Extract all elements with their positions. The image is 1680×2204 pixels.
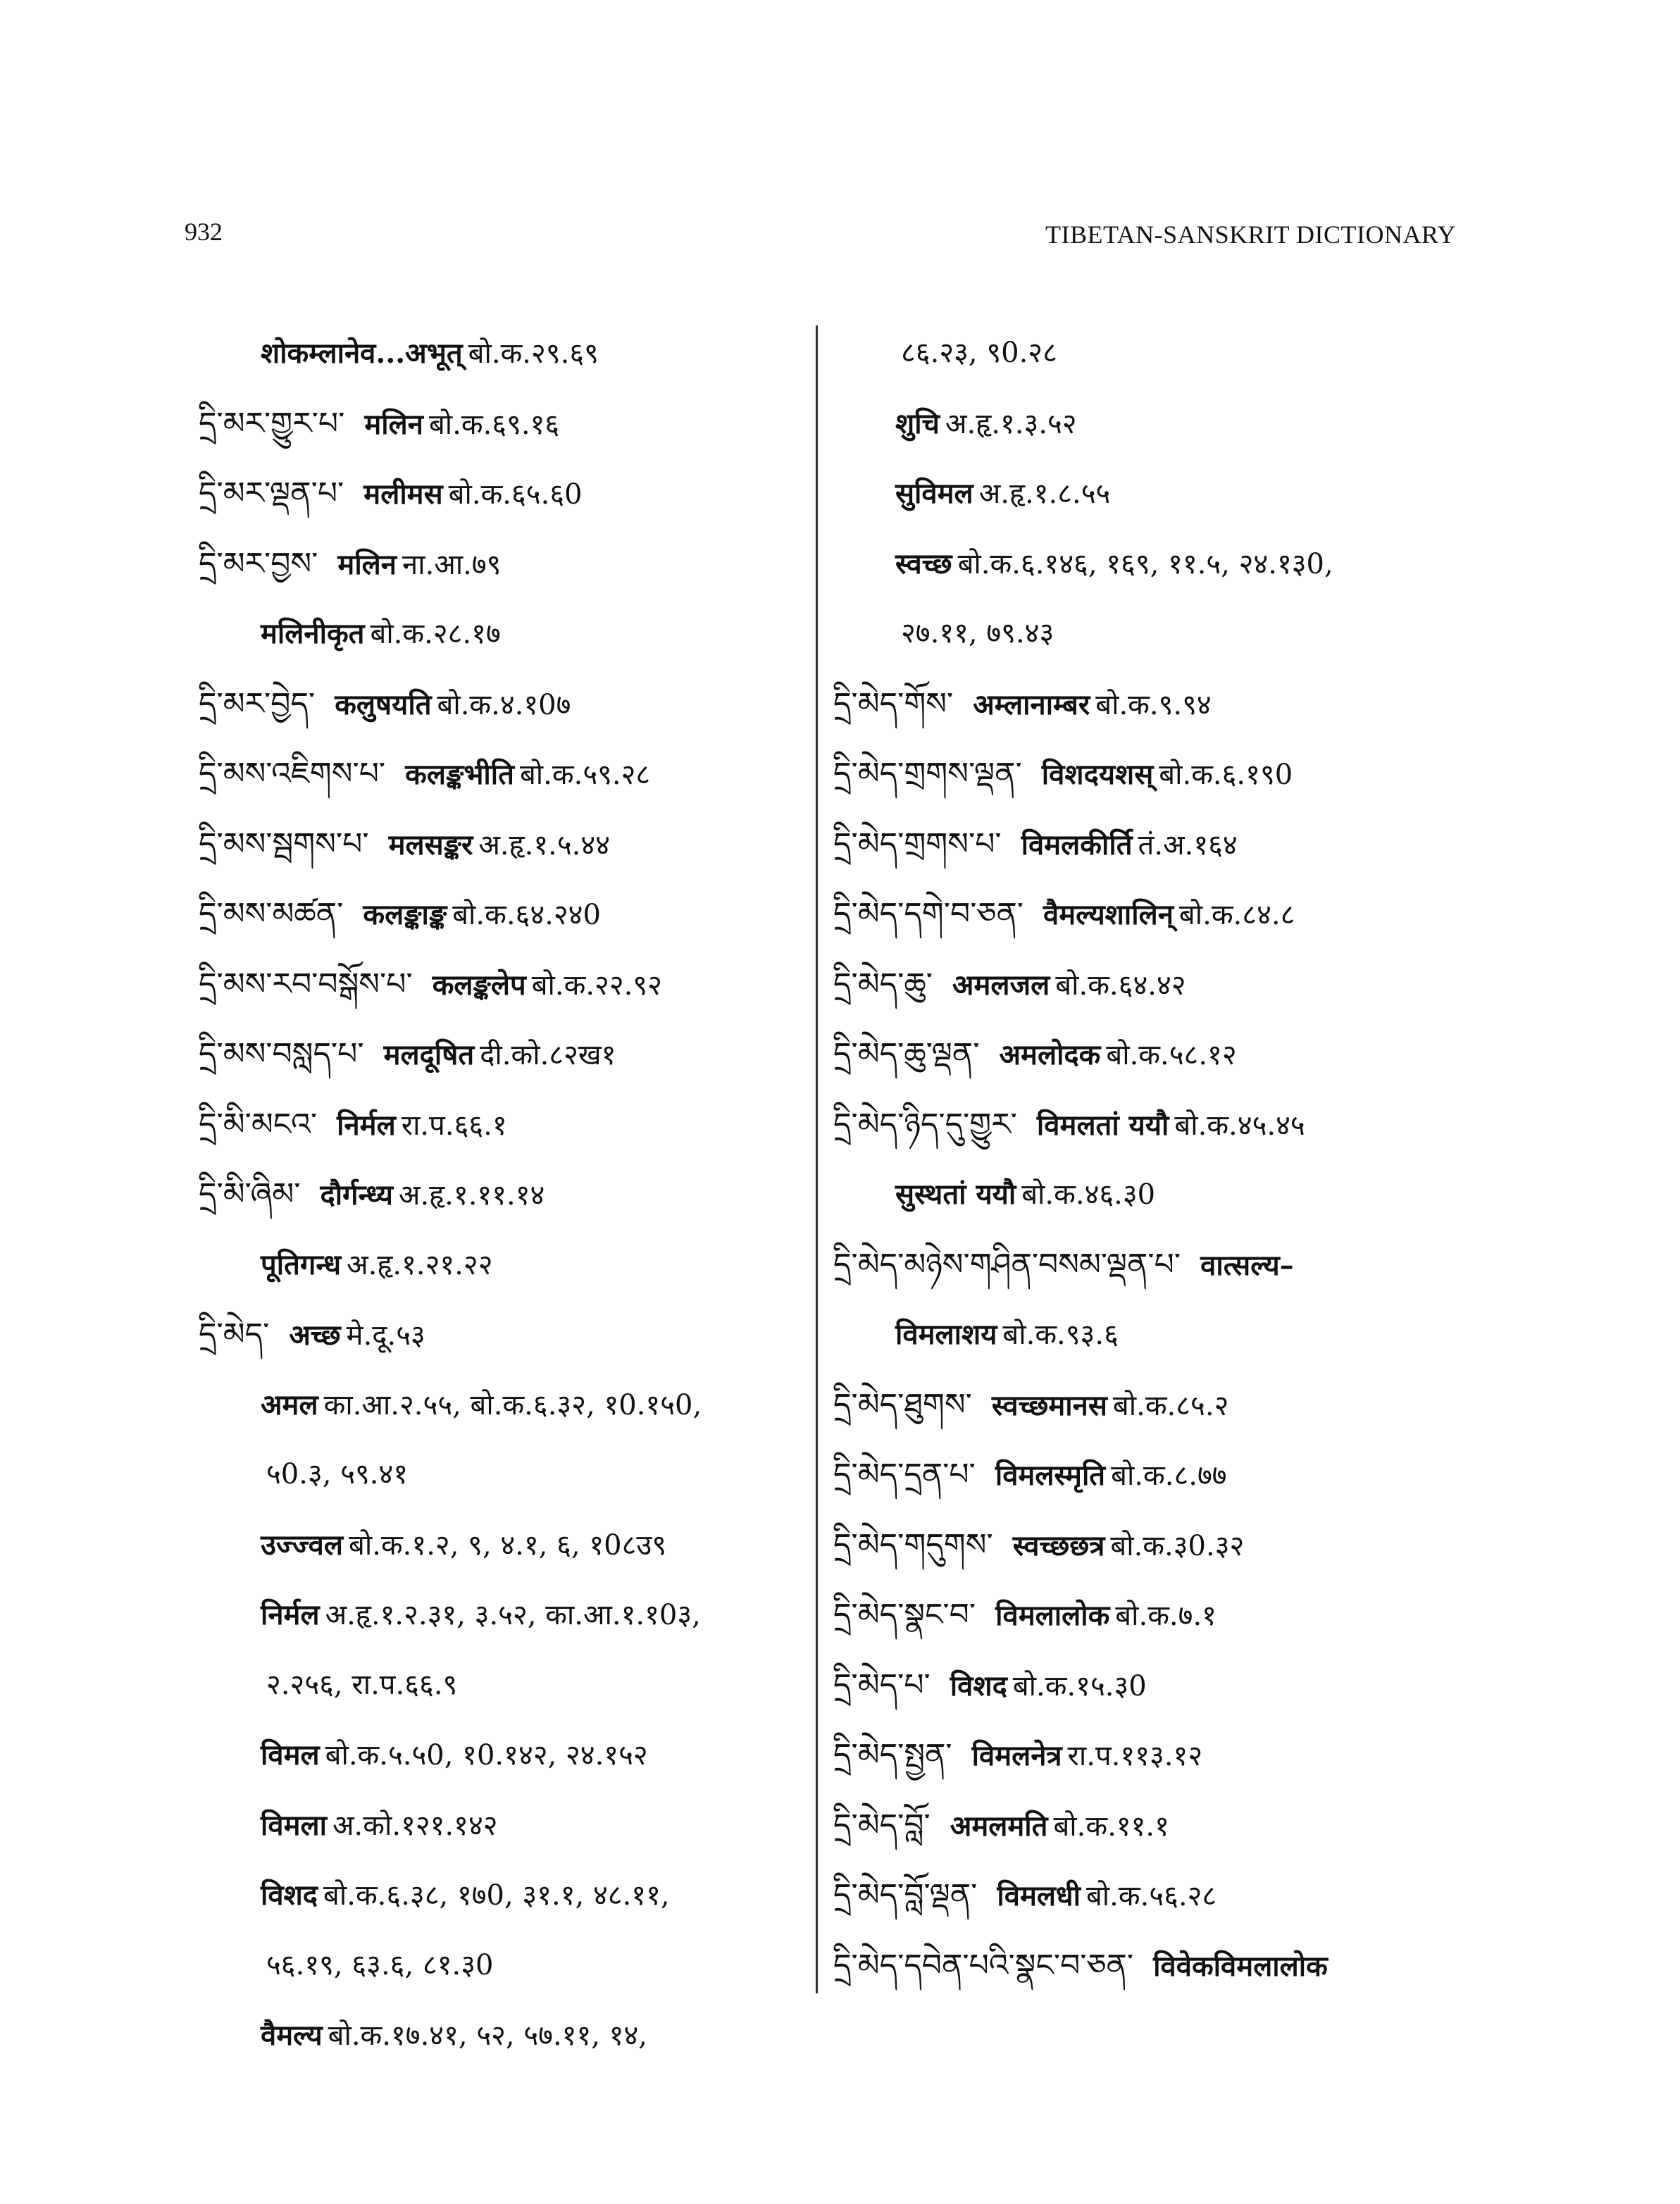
sanskrit-equivalent: अमलजल: [952, 968, 1050, 1002]
source-reference: बो.क.५८.१२: [1106, 1039, 1237, 1071]
dictionary-entry-line: [833, 1650, 1467, 1721]
sanskrit-equivalent: विशद: [261, 1879, 318, 1912]
source-reference: का.आ.२.५५, बो.क.६.३२, १0.१५0,: [323, 1388, 702, 1421]
source-reference: बो.क.११.१: [1053, 1810, 1169, 1843]
source-reference: रा.प.११३.१२: [1067, 1740, 1203, 1772]
dictionary-entry-line: [833, 459, 1467, 529]
source-reference: बो.क.६.१४६, १६९, ११.५, २४.१३0,: [957, 547, 1333, 580]
sanskrit-equivalent: स्वच्छ: [895, 547, 952, 580]
dictionary-entry-line: [833, 669, 1467, 740]
sanskrit-equivalent: विमलनेत्र: [971, 1739, 1062, 1772]
tibetan-headword: དྲི་མེད་པ་: [833, 1667, 931, 1703]
dictionary-entry-line: [199, 1580, 797, 1650]
sanskrit-equivalent: अच्छ: [289, 1319, 341, 1352]
dictionary-entry-line: [833, 1230, 1467, 1300]
sanskrit-equivalent: विशदयशस्: [1041, 758, 1154, 791]
tibetan-headword: དྲི་མེད་: [199, 1316, 270, 1352]
dictionary-entry-line: [199, 950, 797, 1020]
sanskrit-equivalent: कलङ्कभीति: [405, 758, 514, 791]
source-reference: दी.को.८२ख१: [480, 1039, 616, 1071]
source-reference: ना.आ.७९: [402, 548, 502, 581]
dictionary-entry-line: [833, 739, 1467, 809]
source-reference: बो.क.४५.४५: [1174, 1109, 1305, 1142]
sanskrit-equivalent: विवेकविमलालोक: [1153, 1949, 1328, 1983]
sanskrit-equivalent: मलदूषित: [383, 1038, 475, 1071]
sanskrit-equivalent: विमलकीर्ति: [1021, 828, 1133, 861]
source-reference: ५६.१९, ६३.६, ८१.३0: [266, 1948, 494, 1981]
tibetan-headword: དྲི་མེད་གདུགས་: [833, 1526, 993, 1563]
source-reference: बो.क.२९.६९: [468, 337, 599, 370]
source-reference: बो.क.७.१: [1115, 1600, 1217, 1632]
source-reference: ५0.३, ५९.४१: [266, 1458, 409, 1490]
source-reference: रा.प.६६.१: [401, 1109, 507, 1142]
sanskrit-equivalent: अमलमति: [950, 1809, 1048, 1843]
sanskrit-equivalent: विमलस्मृति: [995, 1459, 1106, 1492]
source-reference: अ.हृ.१.११.१४: [398, 1179, 545, 1212]
source-reference: बो.क.१५.३0: [1012, 1669, 1147, 1702]
dictionary-entry-line: [833, 1931, 1467, 2001]
sanskrit-equivalent: शुचि: [895, 406, 940, 440]
tibetan-headword: དྲི་མེད་སྣང་བ་: [833, 1597, 976, 1633]
dictionary-entry-line: [833, 809, 1467, 880]
dictionary-entry-line: [199, 318, 797, 389]
dictionary-entry-line: [833, 1090, 1467, 1160]
source-reference: बो.क.६.३८, १७0, ३१.१, ४८.११,: [323, 1879, 670, 1912]
source-reference: बो.क.२२.९२: [531, 969, 662, 1002]
sanskrit-equivalent: मलिन: [364, 407, 423, 441]
source-reference: बो.क.५.५0, १0.१४२, २४.१५२: [325, 1739, 648, 1772]
dictionary-entry-line: [199, 1931, 797, 2001]
sanskrit-equivalent: विमलतां ययौ: [1036, 1108, 1169, 1142]
source-reference: अ.हृ.१.२.३१, ३.५२, का.आ.१.१0३,: [325, 1599, 701, 1631]
sanskrit-equivalent: कलुषयति: [335, 687, 432, 721]
dictionary-entry-line: [199, 1440, 797, 1510]
dictionary-entry-line: [199, 879, 797, 950]
dictionary-entry-line: [833, 1580, 1467, 1650]
dictionary-entry-line: [199, 1159, 797, 1230]
source-reference: बो.क.४६.३0: [1021, 1178, 1156, 1211]
dictionary-entry-line: [833, 389, 1467, 459]
page-number: 932: [185, 218, 223, 246]
tibetan-headword: དྲི་མར་བྱེད་: [199, 685, 316, 722]
dictionary-entry-line: [199, 1230, 797, 1300]
sanskrit-equivalent: मलिन: [337, 547, 397, 581]
sanskrit-equivalent: शोकम्लानेव...अभूत्: [261, 337, 463, 370]
tibetan-headword: དྲི་མར་བྱས་: [199, 545, 318, 582]
tibetan-headword: དྲི་མེད་ཉིད་དུ་གྱུར་: [833, 1106, 1017, 1143]
dictionary-entry-line: [833, 879, 1467, 950]
tibetan-headword: དྲི་མས་འཇིགས་པ་: [199, 756, 386, 792]
dictionary-entry-line: [199, 809, 797, 880]
sanskrit-equivalent: वैमल्यशालिन्: [1043, 898, 1174, 931]
dictionary-entry-line: [199, 599, 797, 669]
tibetan-headword: དྲི་མེད་མཉེས་གཤིན་བསམ་ལྡན་པ་: [833, 1246, 1181, 1283]
sanskrit-equivalent: विशद: [950, 1669, 1007, 1702]
tibetan-headword: དྲི་མས་མཚན་: [199, 896, 344, 932]
dictionary-entry-line: [833, 1510, 1467, 1581]
sanskrit-equivalent: कलङ्कलेप: [432, 968, 526, 1002]
sanskrit-equivalent: अम्लानाम्बर: [973, 687, 1090, 721]
source-reference: बो.क.८५.२: [1112, 1389, 1229, 1422]
dictionary-entry-line: [833, 1370, 1467, 1440]
dictionary-entry-line: [833, 950, 1467, 1020]
source-reference: बो.क.६५.६0: [448, 478, 583, 511]
dictionary-entry-line: [199, 1650, 797, 1721]
dictionary-entry-line: [199, 669, 797, 740]
dictionary-entry-line: [199, 1860, 797, 1931]
dictionary-entry-line: [199, 2000, 797, 2071]
dictionary-entry-line: [833, 1300, 1467, 1370]
dictionary-entry-line: [199, 459, 797, 529]
tibetan-headword: དྲི་མས་བསླད་པ་: [199, 1036, 364, 1072]
dictionary-entry-line: [833, 1440, 1467, 1510]
dictionary-entry-line: [833, 1720, 1467, 1791]
source-reference: बो.क.५९.२८: [519, 759, 651, 791]
tibetan-headword: དྲི་མེད་ཐུགས་: [833, 1386, 972, 1423]
sanskrit-equivalent: विमलधी: [997, 1879, 1081, 1912]
sanskrit-equivalent: निर्मल: [261, 1598, 320, 1631]
dictionary-entry-line: [199, 389, 797, 459]
source-reference: अ.हृ.१.५.४४: [478, 828, 610, 861]
tibetan-headword: དྲི་མས་རབ་བསྒོས་པ་: [199, 966, 413, 1002]
sanskrit-equivalent: सुस्थतां ययौ: [895, 1178, 1016, 1211]
dictionary-entry-line: [199, 1300, 797, 1370]
dictionary-entry-line: [833, 1159, 1467, 1230]
tibetan-headword: དྲི་མེད་བློ་ལྡན་: [833, 1877, 978, 1913]
source-reference: बो.क.६४.४२: [1055, 969, 1186, 1002]
source-reference: अ.हृ.१.२१.२२: [347, 1248, 493, 1281]
source-reference: अ.हृ.१.३.५२: [945, 407, 1077, 440]
sanskrit-equivalent: मलिनीकृत: [261, 617, 365, 650]
tibetan-headword: དྲི་མེད་སྤྱན་: [833, 1737, 952, 1773]
dictionary-entry-line: [199, 1370, 797, 1440]
source-reference: बो.क.२८.१७: [370, 618, 501, 650]
tibetan-headword: དྲི་མེད་དྲན་པ་: [833, 1457, 976, 1493]
dictionary-entry-line: [833, 1019, 1467, 1090]
sanskrit-equivalent: विमलालोक: [995, 1599, 1110, 1632]
dictionary-entry-line: [199, 1019, 797, 1090]
sanskrit-equivalent: कलङ्काङ्क: [363, 898, 447, 931]
source-reference: ८६.२३, ९0.२८: [901, 337, 1057, 369]
tibetan-headword: དྲི་མེད་གྲགས་པ་: [833, 826, 1002, 862]
tibetan-headword: དྲི་མི་ཞིམ་: [199, 1176, 301, 1212]
sanskrit-equivalent: मलसङ्कर: [388, 828, 473, 861]
dictionary-entry-line: [833, 529, 1467, 599]
tibetan-headword: དྲི་མེད་གྲགས་ལྡན་: [833, 756, 1022, 792]
tibetan-headword: དྲི་མེད་དབེན་པའི་སྣང་བ་ཅན་: [833, 1947, 1134, 1984]
dictionary-entry-line: [199, 1720, 797, 1791]
column-divider: [816, 325, 818, 1993]
source-reference: बो.क.१७.४१, ५२, ५७.११, १४,: [328, 2019, 648, 2052]
sanskrit-equivalent: अमल: [261, 1388, 318, 1421]
source-reference: बो.क.८.७७: [1111, 1459, 1227, 1492]
source-reference: अ.हृ.१.८.५५: [978, 478, 1111, 510]
sanskrit-equivalent: स्वच्छमानस: [991, 1388, 1107, 1422]
left-column: [199, 318, 797, 2071]
running-title: TIBETAN-SANSKRIT DICTIONARY: [1045, 220, 1456, 249]
sanskrit-equivalent: वैमल्य: [261, 2019, 323, 2052]
dictionary-entry-line: [199, 1791, 797, 1861]
sanskrit-equivalent: पूतिगन्ध: [261, 1247, 342, 1281]
tibetan-headword: དྲི་མར་གྱུར་པ་: [199, 405, 345, 442]
source-reference: २.२५६, रा.प.६६.९: [266, 1668, 458, 1701]
source-reference: तं.अ.१६४: [1138, 828, 1238, 861]
sanskrit-equivalent: वात्सल्य–: [1200, 1248, 1294, 1282]
tibetan-headword: དྲི་མེད་གོས་: [833, 685, 954, 722]
sanskrit-equivalent: सुविमल: [895, 477, 973, 510]
source-reference: बो.क.६.१९0: [1159, 759, 1293, 791]
tibetan-headword: དྲི་མར་ལྡན་པ་: [199, 475, 344, 511]
sanskrit-equivalent: निर्मल: [337, 1108, 396, 1142]
source-reference: बो.क.६९.१६: [428, 408, 560, 441]
dictionary-entry-line: [833, 599, 1467, 669]
tibetan-headword: དྲི་མེད་ཆུ་ལྡན་: [833, 1036, 980, 1072]
source-reference: बो.क.५६.२८: [1085, 1880, 1217, 1912]
tibetan-headword: དྲི་མས་སྦགས་པ་: [199, 826, 369, 862]
source-reference: बो.क.३0.३२: [1110, 1529, 1245, 1562]
source-reference: बो.क.१.२, ९, ४.१, ६, १0८उ९: [349, 1529, 667, 1562]
sanskrit-equivalent: अमलोदक: [999, 1038, 1101, 1071]
sanskrit-equivalent: विमलाशय: [895, 1318, 997, 1351]
source-reference: २७.११, ७९.४३: [901, 617, 1054, 649]
sanskrit-equivalent: उज्ज्वल: [261, 1528, 344, 1562]
source-reference: बो.क.९.९४: [1095, 688, 1212, 721]
tibetan-headword: དྲི་མེད་ཆུ་: [833, 966, 933, 1002]
right-column: [833, 318, 1467, 2000]
tibetan-headword: དྲི་མི་མངའ་: [199, 1106, 318, 1143]
sanskrit-equivalent: स्वच्छछत्र: [1012, 1529, 1105, 1562]
tibetan-headword: དྲི་མེད་དགེ་བ་ཅན་: [833, 896, 1024, 932]
source-reference: बो.क.८४.८: [1178, 899, 1295, 931]
dictionary-entry-line: [833, 318, 1467, 389]
source-reference: मे.दू.५३: [346, 1319, 425, 1352]
dictionary-entry-line: [199, 1510, 797, 1581]
dictionary-entry-line: [833, 1791, 1467, 1861]
source-reference: बो.क.९३.६: [1002, 1319, 1119, 1351]
sanskrit-equivalent: विमल: [261, 1738, 320, 1772]
sanskrit-equivalent: दौर्गन्ध्य: [320, 1178, 393, 1212]
dictionary-entry-line: [199, 739, 797, 809]
source-reference: अ.को.१२१.१४२: [332, 1809, 498, 1842]
sanskrit-equivalent: विमला: [261, 1808, 327, 1842]
dictionary-entry-line: [199, 529, 797, 599]
source-reference: बो.क.६४.२४0: [452, 899, 601, 931]
source-reference: बो.क.४.१0७: [437, 688, 571, 721]
tibetan-headword: དྲི་མེད་བློ་: [833, 1807, 931, 1843]
dictionary-entry-line: [199, 1090, 797, 1160]
sanskrit-equivalent: मलीमस: [363, 478, 443, 511]
dictionary-entry-line: [833, 1860, 1467, 1931]
